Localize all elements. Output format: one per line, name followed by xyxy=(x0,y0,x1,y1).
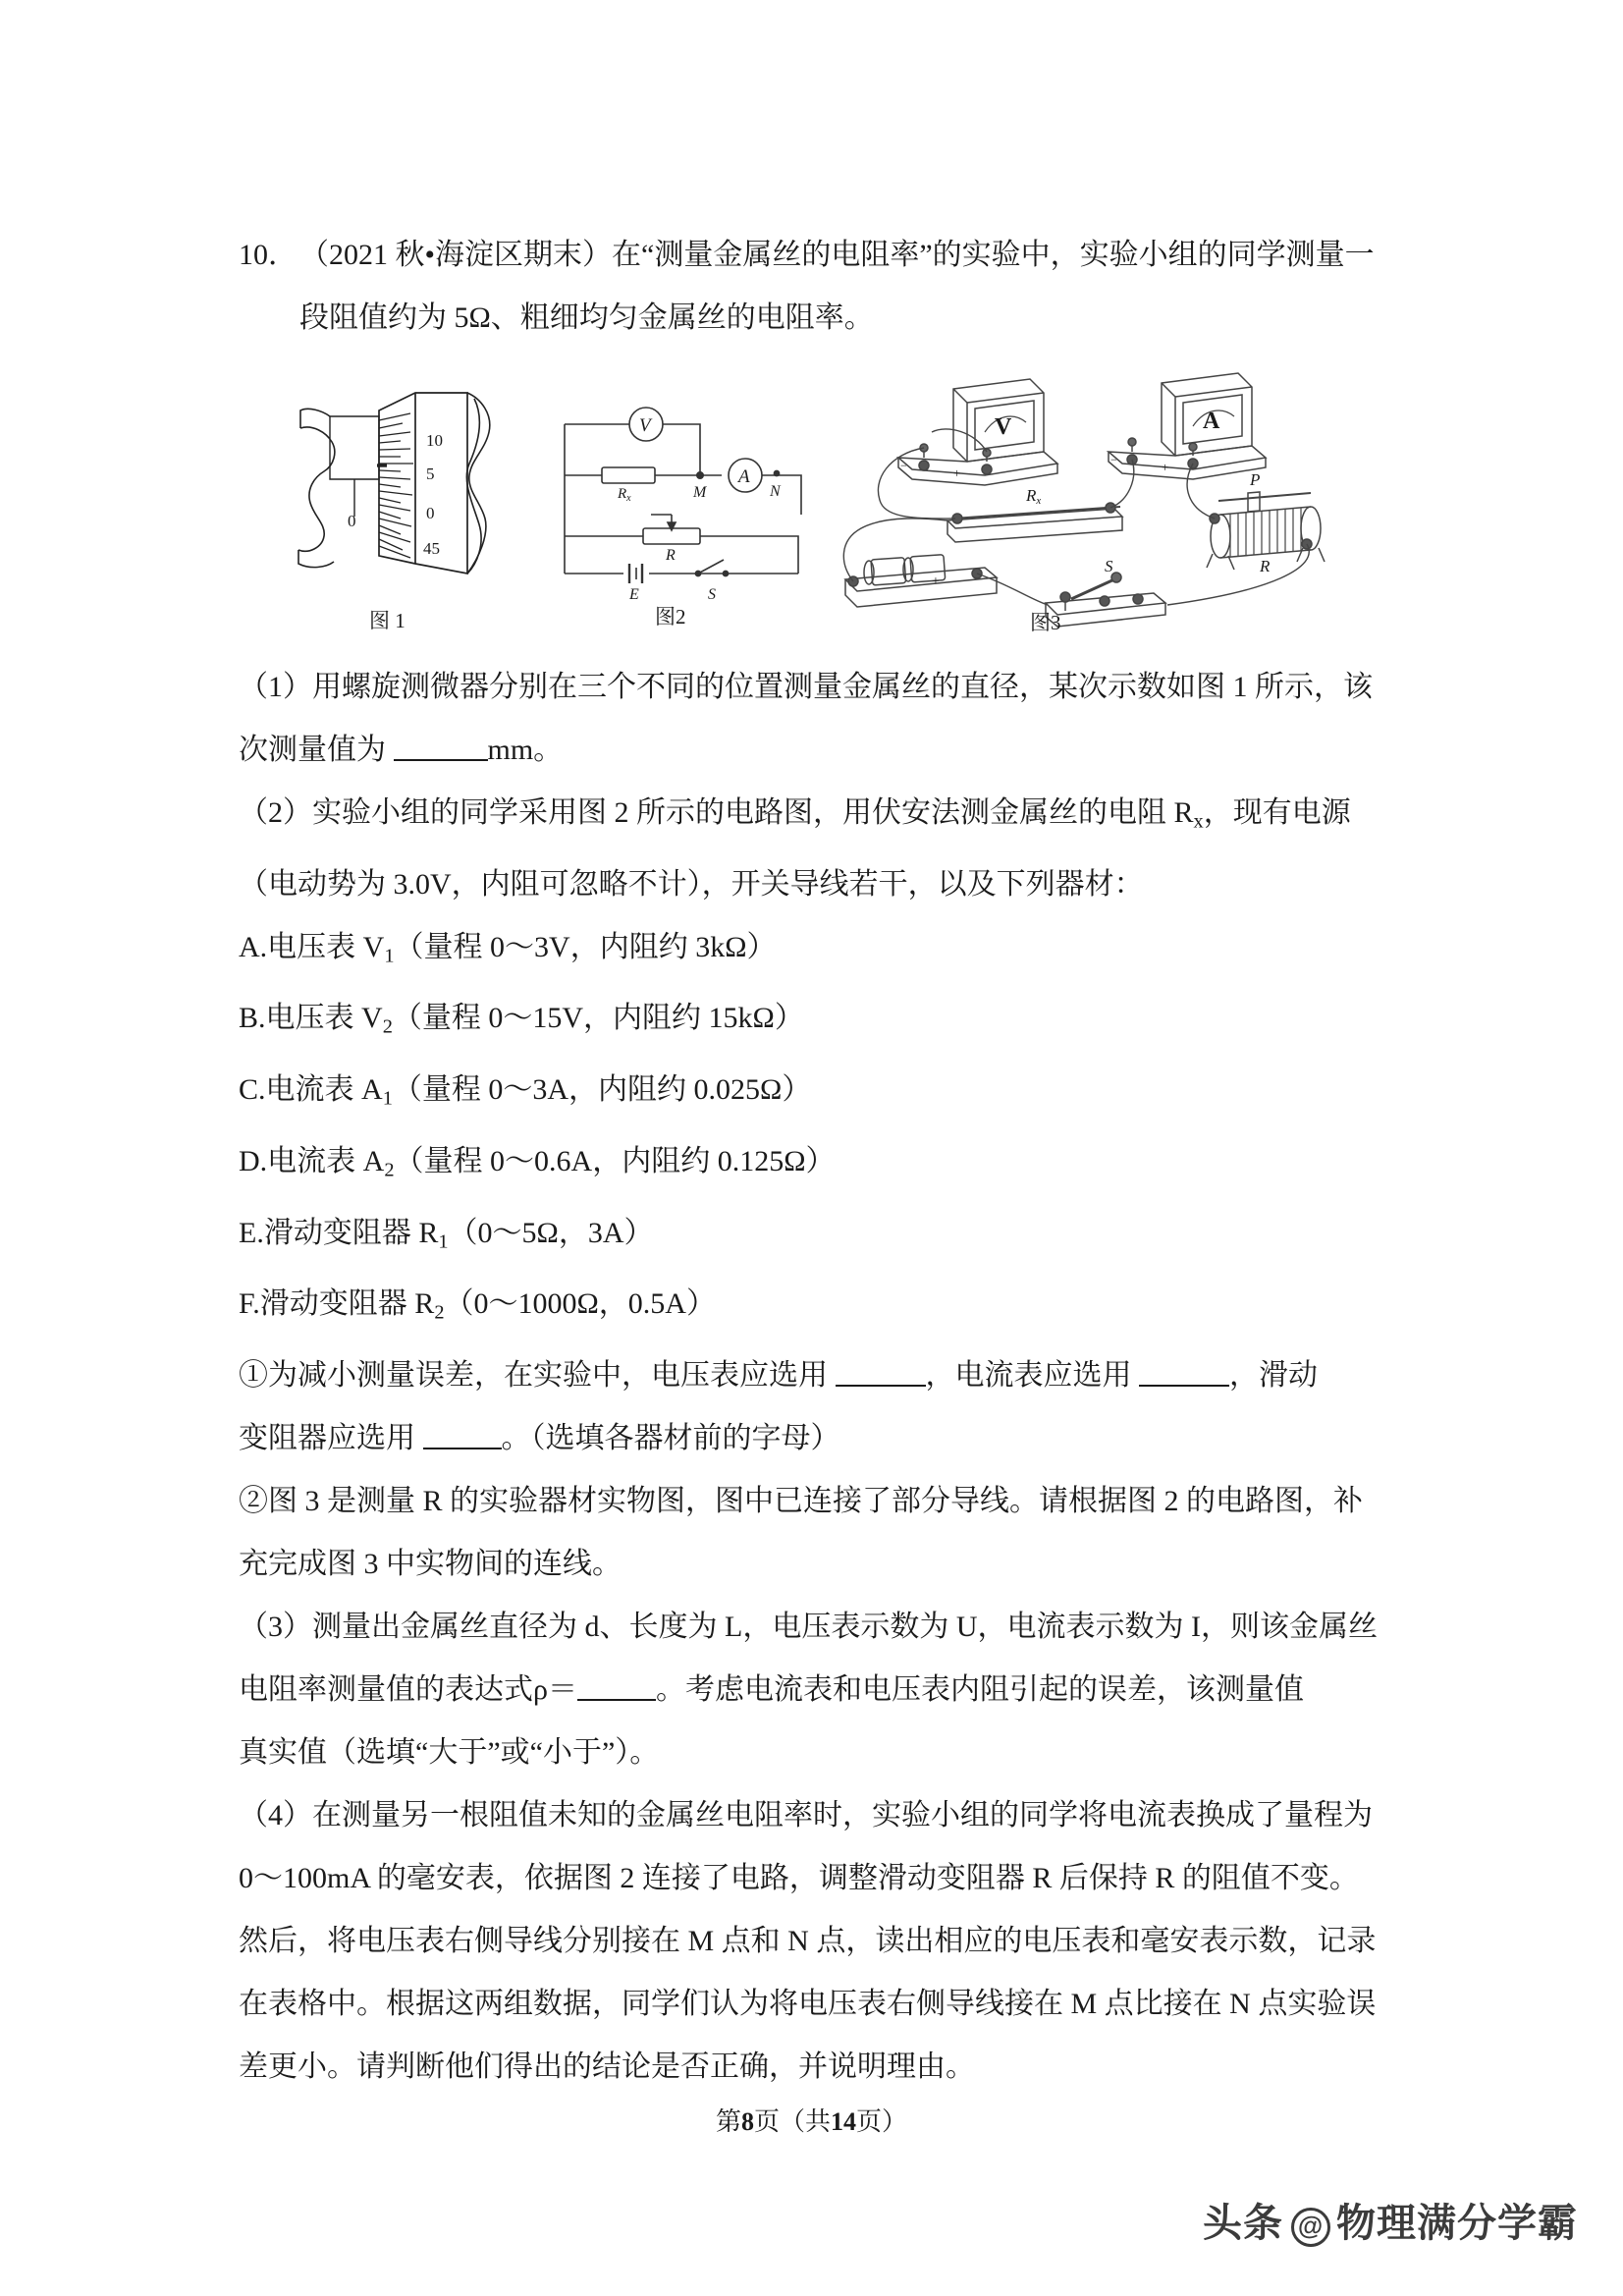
fig2-voltmeter-label: V xyxy=(639,415,651,436)
figure-3-caption: 图3 xyxy=(1030,611,1061,634)
fig2-switch-label: S xyxy=(708,586,716,603)
part-4-line2: 0～100mA 的毫安表，依据图 2 连接了电路，调整滑动变阻器 R 后保持 R 的阻值不变。 xyxy=(239,1861,1359,1894)
fig2-battery-label: E xyxy=(629,586,639,603)
question-source: （2021 秋•海淀区期末） xyxy=(299,239,613,271)
part-1-line1: （1）用螺旋测微器分别在三个不同的位置测量金属丝的直径，某次示数如图 1 所示，该 xyxy=(239,671,1373,703)
answer-blank-rheostat[interactable] xyxy=(423,1448,502,1449)
part-4-line1: （4）在测量另一根阻值未知的金属丝电阻率时，实验小组的同学将电流表换成了量程为 xyxy=(239,1798,1373,1831)
fig2-node-n: N xyxy=(770,483,781,500)
equipment-item-b xyxy=(239,987,1397,1059)
fig3-ammeter-minus: − xyxy=(1110,453,1117,466)
fig3-voltmeter-minus: − xyxy=(900,459,907,472)
equipment-spec-e: （0～5Ω，3A） xyxy=(448,1216,654,1249)
equipment-name-d: 电流表 A xyxy=(267,1144,385,1177)
at-symbol-icon: @ xyxy=(1291,2208,1330,2247)
question-stem-line2: 段阻值约为 5Ω、粗细均匀金属丝的电阻率。 xyxy=(299,301,874,334)
micrometer-sleeve-zero: 0 xyxy=(348,512,356,530)
watermark-account-name: 物理满分学霸 xyxy=(1336,2202,1578,2245)
sub-1-line2-after: 。（选填各器材前的字母） xyxy=(501,1421,840,1454)
figure-2-caption: 图2 xyxy=(655,605,686,629)
equipment-letter-f: F. xyxy=(239,1287,260,1321)
fig3-ammeter-plus: + xyxy=(1162,460,1169,474)
question-stem xyxy=(239,224,1397,350)
footer-total-pages: 14 xyxy=(831,2107,856,2136)
equipment-letter-b: B. xyxy=(239,1002,266,1035)
circuit-diagram xyxy=(553,399,818,605)
micrometer-tick-0: 0 xyxy=(426,504,435,522)
equipment-name-c: 电流表 A xyxy=(265,1073,383,1107)
sub-question-2 xyxy=(239,1470,1397,1596)
part-1-line2-after: mm。 xyxy=(487,734,564,766)
fig3-rheostat-label: R xyxy=(1260,557,1271,575)
footer-mid: 页（共 xyxy=(753,2107,831,2136)
answer-blank-ammeter[interactable] xyxy=(1139,1385,1229,1387)
micrometer-tick-45: 45 xyxy=(423,539,440,558)
fig3-switch-label: S xyxy=(1105,557,1113,575)
sub-question-1 xyxy=(239,1344,1397,1470)
equipment-spec-d: （量程 0～0.6A，内阻约 0.125Ω） xyxy=(394,1144,836,1177)
fig3-voltmeter-plus: + xyxy=(953,465,961,480)
sub-2-line1: ②图 3 是测量 R 的实验器材实物图，图中已连接了部分导线。请根据图 2 的电路图，补 xyxy=(239,1484,1364,1517)
equipment-name-a: 电压表 V xyxy=(267,930,385,963)
figure-2-circuit xyxy=(553,399,818,629)
fig3-battery-plus: + xyxy=(932,574,940,589)
part-3-line3: 真实值（选填“大于”或“小于”）。 xyxy=(239,1735,660,1769)
equipment-sub-d: 2 xyxy=(384,1159,395,1181)
figure-row xyxy=(239,371,1397,638)
fig3-voltmeter-label: V xyxy=(995,414,1012,440)
sub-1-line2-before: 变阻器应选用 xyxy=(239,1421,415,1454)
figure-3-apparatus xyxy=(838,371,1328,641)
part-3-line2-after: 。考虑电流表和电压表内阻引起的误差，该测量值 xyxy=(655,1672,1304,1706)
part-2-line1-b: ，现有电源 xyxy=(1203,796,1351,829)
part-4 xyxy=(239,1784,1397,2099)
part-3-line1: （3）测量出金属丝直径为 d、长度为 L，电压表示数为 U，电流表示数为 I，则该金属丝 xyxy=(239,1610,1378,1643)
question-number: 10． xyxy=(239,239,298,271)
micrometer-tick-5: 5 xyxy=(426,465,435,483)
equipment-name-e: 滑动变阻器 R xyxy=(263,1216,439,1249)
part-4-line4: 在表格中。根据这两组数据，同学们认为将电压表右侧导线接在 M 点比接在 N 点实验误 xyxy=(239,1987,1377,2020)
answer-blank-voltmeter[interactable] xyxy=(836,1385,926,1387)
part-1-line2-before: 次测量值为 xyxy=(239,734,386,766)
fig2-ammeter-label: A xyxy=(738,466,750,487)
equipment-spec-b: （量程 0～15V，内阻约 15kΩ） xyxy=(392,1002,804,1035)
equipment-spec-a: （量程 0～3V，内阻约 3kΩ） xyxy=(394,930,777,963)
fig2-node-m: M xyxy=(693,484,707,501)
watermark-platform: 头条 xyxy=(1203,2202,1283,2245)
equipment-letter-a: A. xyxy=(239,930,268,963)
micrometer-drawing xyxy=(293,381,518,607)
equipment-spec-f: （0～1000Ω，0.5A） xyxy=(444,1287,716,1321)
equipment-item-a xyxy=(239,916,1397,988)
part-4-line3: 然后，将电压表右侧导线分别接在 M 点和 N 点，读出相应的电压表和毫安表示数，记录 xyxy=(239,1924,1377,1957)
equipment-item-e xyxy=(239,1202,1397,1274)
equipment-sub-b: 2 xyxy=(382,1016,393,1039)
equipment-letter-e: E. xyxy=(239,1216,264,1249)
micrometer-tick-10: 10 xyxy=(426,431,443,450)
sub-2-line2: 充完成图 3 中实物间的连线。 xyxy=(239,1547,622,1580)
page-footer xyxy=(0,2102,1623,2138)
equipment-sub-c: 1 xyxy=(382,1087,393,1110)
figure-1-caption: 图 1 xyxy=(369,609,406,632)
equipment-letter-c: C. xyxy=(239,1073,266,1107)
part-1 xyxy=(239,656,1397,782)
question-stem-line1: 在“测量金属丝的电阻率”的实验中，实验小组的同学测量一 xyxy=(612,239,1375,271)
sub-1-seg3: ，滑动 xyxy=(1229,1358,1318,1392)
part-4-line5: 差更小。请判断他们得出的结论是否正确，并说明理由。 xyxy=(239,2050,975,2083)
part-2-rx-subscript: x xyxy=(1193,810,1204,833)
part-3-line2-before: 电阻率测量值的表达式ρ＝ xyxy=(239,1672,577,1706)
equipment-name-b: 电压表 V xyxy=(265,1002,383,1035)
sub-1-seg2: ，电流表应选用 xyxy=(925,1358,1132,1392)
equipment-sub-f: 2 xyxy=(434,1301,445,1324)
fig2-rx-label: $R_x$ xyxy=(618,486,631,504)
fig2-rheostat-label: R xyxy=(666,547,676,564)
equipment-item-d xyxy=(239,1130,1397,1202)
answer-blank-resistivity[interactable] xyxy=(577,1699,656,1701)
equipment-letter-d: D. xyxy=(239,1144,268,1177)
fig3-rx-label: Rx xyxy=(1026,486,1042,507)
footer-page-number: 8 xyxy=(740,2107,754,2136)
equipment-item-c xyxy=(239,1059,1397,1130)
part-2-line1-a: （2）实验小组的同学采用图 2 所示的电路图，用伏安法测金属丝的电阻 R xyxy=(239,796,1194,829)
footer-suffix: 页） xyxy=(856,2107,908,2136)
answer-blank-diameter[interactable] xyxy=(394,759,488,761)
fig3-slider-label: P xyxy=(1250,470,1261,489)
watermark xyxy=(1203,2192,1578,2248)
part-3 xyxy=(239,1596,1397,1784)
footer-prefix: 第 xyxy=(715,2107,741,2136)
part-2 xyxy=(239,782,1397,916)
part-2-line2: （电动势为 3.0V，内阻可忽略不计），开关导线若干，以及下列器材： xyxy=(239,867,1144,901)
equipment-sub-a: 1 xyxy=(384,945,395,967)
question-text xyxy=(299,224,1397,350)
page-content xyxy=(239,224,1397,2099)
sub-1-seg1: ①为减小测量误差，在实验中，电压表应选用 xyxy=(239,1358,828,1392)
equipment-item-f xyxy=(239,1273,1397,1344)
apparatus-drawing xyxy=(838,371,1328,636)
equipment-spec-c: （量程 0～3A，内阻约 0.025Ω） xyxy=(392,1073,812,1107)
equipment-name-f: 滑动变阻器 R xyxy=(259,1287,435,1321)
figure-1-micrometer xyxy=(293,381,518,632)
equipment-sub-e: 1 xyxy=(438,1230,449,1253)
fig3-ammeter-label: A xyxy=(1203,409,1220,434)
